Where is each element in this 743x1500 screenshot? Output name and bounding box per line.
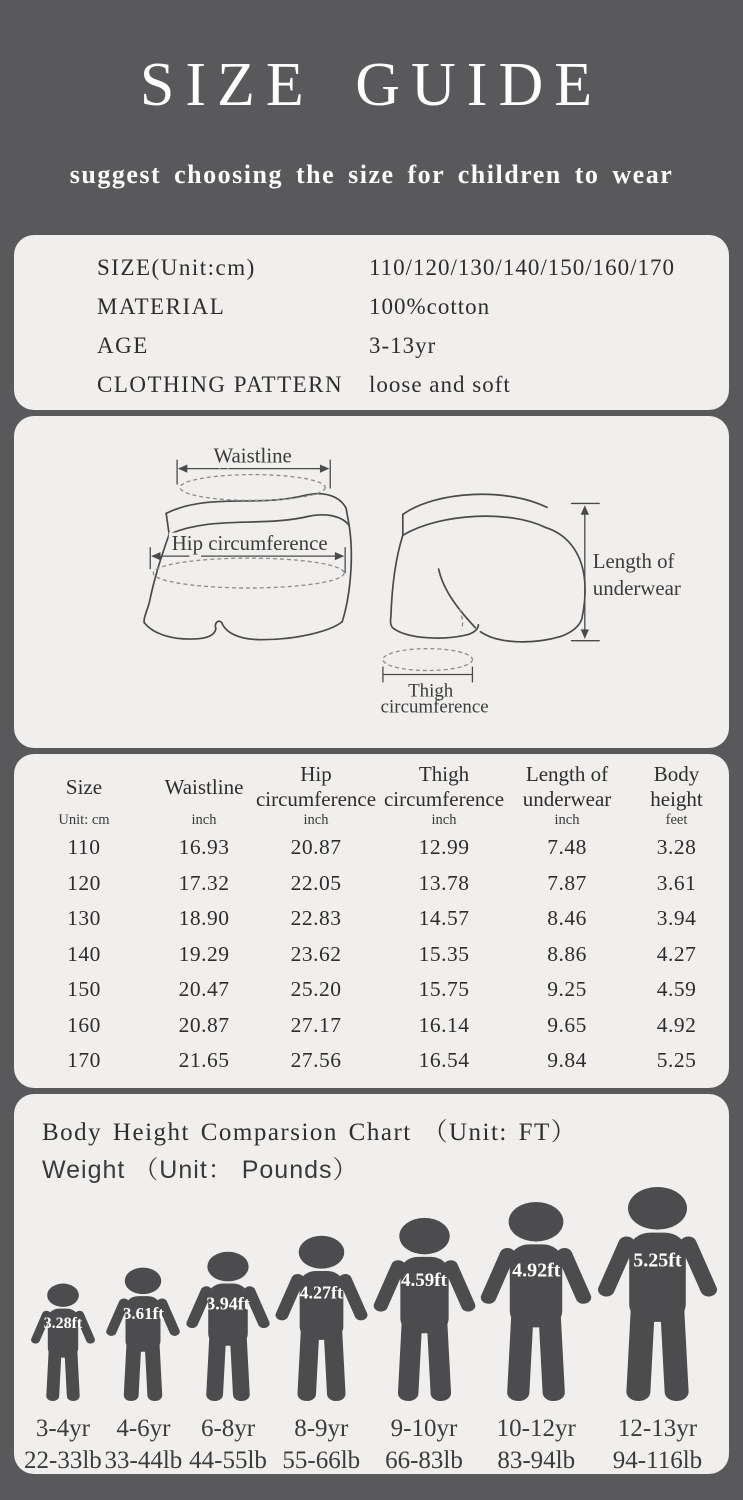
info-value: 100%cotton: [369, 293, 491, 319]
table-cell-waistline: 20.47: [178, 977, 230, 1002]
figure-age-label: 3-4yr: [35, 1415, 90, 1442]
person-icon: [30, 1283, 96, 1401]
figure-age-label: 12-13yr: [617, 1415, 698, 1442]
table-unit-cell: feet: [665, 811, 688, 828]
table-cell-size: 150: [67, 977, 101, 1002]
table-cell-length: 9.65: [547, 1012, 587, 1037]
info-row: [97, 248, 729, 287]
table-cell-hip: 27.17: [290, 1012, 342, 1037]
info-label: CLOTHING PATTERN: [97, 371, 344, 397]
length-of-underwear-label-line1: Length of: [592, 549, 675, 574]
figure-weight-label: 33-44lb: [104, 1447, 183, 1474]
size-table-card: [14, 754, 729, 1088]
figure-weight-label: 83-94lb: [497, 1447, 576, 1474]
figure-age-label: 4-6yr: [116, 1415, 171, 1442]
table-row: [14, 1043, 729, 1079]
figure-weight-label: 44-55lb: [189, 1447, 267, 1474]
figure-height-label: 4.59ft: [401, 1270, 447, 1292]
table-row: [14, 866, 729, 902]
table-unit-cell: inch: [191, 811, 217, 828]
table-cell-hip: 22.83: [290, 906, 342, 931]
table-header-cell: [384, 762, 504, 812]
table-cell-height: 4.59: [656, 977, 697, 1002]
person-icon: [185, 1251, 271, 1401]
figure-weight-label: 22-33lb: [24, 1447, 102, 1474]
info-value: 3-13yr: [369, 332, 437, 358]
table-cell-waistline: 21.65: [178, 1048, 230, 1073]
table-header-line1: Body: [653, 762, 700, 786]
table-row: [14, 937, 729, 973]
table-cell-length: 8.46: [547, 906, 587, 931]
page-title: SIZE GUIDE: [139, 51, 604, 119]
table-unit-cell: Unit: cm: [58, 811, 110, 828]
table-cell-length: 7.48: [547, 835, 587, 860]
chart-title: Body Height Comparsion Chart （Unit: FT）: [42, 1119, 578, 1146]
dimension-arrows: [150, 460, 599, 683]
table-header-line2: circumference: [255, 787, 377, 811]
table-cell-thigh: 15.35: [418, 941, 470, 966]
table-cell-size: 170: [67, 1048, 101, 1073]
header: [0, 0, 743, 190]
person-icon: [596, 1186, 719, 1401]
table-cell-size: 110: [67, 835, 101, 860]
figure-height-label: 3.28ft: [43, 1315, 83, 1333]
table-cell-thigh: 14.57: [418, 906, 470, 931]
table-header-row: [14, 762, 729, 810]
info-row: [97, 287, 729, 326]
table-body: [14, 830, 729, 1079]
table-header-line2: underwear: [522, 787, 612, 811]
figure-column: [274, 1235, 369, 1475]
figure-age-label: 8-9yr: [294, 1415, 349, 1442]
length-of-underwear-label-line2: underwear: [592, 575, 681, 600]
info-value: loose and soft: [369, 371, 511, 397]
figure-column: [479, 1201, 593, 1475]
table-cell-length: 8.86: [547, 941, 587, 966]
person-figure: [479, 1201, 593, 1401]
person-figure: [105, 1267, 181, 1401]
person-figure: [185, 1251, 271, 1401]
info-label: MATERIAL: [97, 293, 226, 319]
person-icon: [105, 1267, 181, 1401]
figure-weight-label: 55-66lb: [282, 1447, 361, 1474]
figure-column: [596, 1186, 719, 1475]
table-cell-length: 7.87: [547, 870, 587, 895]
person-figure: [30, 1283, 96, 1401]
shorts-back-outline: [391, 494, 586, 642]
table-header-cell: [256, 762, 376, 812]
waistline-label: Waistline: [213, 443, 292, 468]
height-chart-card: [14, 1094, 729, 1474]
table-cell-length: 9.84: [547, 1048, 587, 1073]
figure-column: [24, 1283, 102, 1475]
table-unit-cell: inch: [431, 811, 457, 828]
figures-row: [14, 1186, 729, 1475]
table-row: [14, 830, 729, 866]
table-cell-waistline: 17.32: [178, 870, 230, 895]
table-header-line2: height: [650, 787, 703, 811]
underwear-measurement-diagram: [14, 416, 729, 748]
table-cell-waistline: 20.87: [178, 1012, 230, 1037]
table-cell-hip: 20.87: [290, 835, 342, 860]
person-icon: [274, 1235, 369, 1401]
figure-age-label: 6-8yr: [200, 1415, 256, 1442]
table-cell-height: 5.25: [656, 1048, 697, 1073]
table-cell-size: 160: [67, 1012, 101, 1037]
table-cell-hip: 23.62: [290, 941, 342, 966]
table-units-row: [14, 810, 729, 830]
info-label: SIZE(Unit:cm): [97, 254, 256, 280]
figure-age-label: 10-12yr: [496, 1415, 576, 1442]
table-header-cell: [650, 762, 703, 812]
table-cell-height: 4.92: [656, 1012, 697, 1037]
info-row: [97, 365, 729, 404]
measurement-diagram-card: [14, 416, 729, 748]
table-cell-thigh: 12.99: [418, 835, 470, 860]
table-header-cell: [165, 775, 244, 800]
table-cell-height: 3.94: [656, 906, 697, 931]
thigh-circumference-label-line1: Thigh: [408, 680, 454, 702]
shorts-front-outline: [144, 494, 351, 640]
table-cell-size: 140: [67, 941, 101, 966]
table-cell-thigh: 16.54: [418, 1048, 470, 1073]
chart-subtitle: Weight （Unit： Pounds）: [42, 1156, 359, 1184]
figure-column: [372, 1217, 477, 1475]
table-cell-height: 3.61: [656, 870, 697, 895]
table-row: [14, 972, 729, 1008]
figure-column: [105, 1267, 183, 1475]
table-cell-length: 9.25: [547, 977, 587, 1002]
person-icon: [372, 1217, 477, 1401]
person-icon: [479, 1201, 593, 1401]
table-cell-waistline: 16.93: [178, 835, 230, 860]
person-figure: [372, 1217, 477, 1401]
table-header-cell: [523, 762, 612, 812]
table-header-line1: Length of: [525, 762, 609, 786]
person-figure: [274, 1235, 369, 1401]
product-info-card: [14, 235, 729, 410]
table-cell-height: 3.28: [656, 835, 697, 860]
figure-height-label: 5.25ft: [633, 1249, 682, 1272]
table-header-line1: Thigh: [418, 762, 470, 786]
table-row: [14, 901, 729, 937]
table-unit-cell: inch: [303, 811, 329, 828]
table-cell-waistline: 19.29: [178, 941, 230, 966]
table-cell-thigh: 13.78: [418, 870, 470, 895]
info-label: AGE: [97, 332, 149, 358]
person-figure: [596, 1186, 719, 1401]
table-header-line2: circumference: [383, 787, 505, 811]
figure-height-label: 4.27ft: [299, 1282, 344, 1303]
figure-age-label: 9-10yr: [390, 1415, 458, 1442]
table-cell-thigh: 15.75: [418, 977, 470, 1002]
table-cell-size: 120: [67, 870, 101, 895]
thigh-circumference-label-line2: circumference: [380, 696, 489, 718]
info-value: 110/120/130/140/150/160/170: [369, 254, 675, 280]
page-subtitle: suggest choosing the size for children to wear: [69, 160, 674, 189]
figure-height-label: 3.94ft: [206, 1293, 250, 1313]
table-cell-hip: 25.20: [290, 977, 342, 1002]
table-cell-height: 4.27: [656, 941, 697, 966]
figure-height-label: 4.92ft: [512, 1259, 561, 1282]
table-cell-size: 130: [67, 906, 101, 931]
figure-weight-label: 94-116lb: [612, 1447, 703, 1474]
table-cell-thigh: 16.14: [418, 1012, 470, 1037]
info-row: [97, 326, 729, 365]
table-row: [14, 1008, 729, 1044]
table-cell-waistline: 18.90: [178, 906, 230, 931]
table-header-cell: [66, 775, 102, 800]
figure-column: [185, 1251, 271, 1475]
table-unit-cell: inch: [554, 811, 580, 828]
table-cell-hip: 27.56: [290, 1048, 342, 1073]
table-header-line1: Size: [65, 774, 103, 799]
figure-height-label: 3.61ft: [122, 1303, 164, 1323]
table-header-line1: Waistline: [164, 774, 244, 799]
figure-weight-label: 66-83lb: [385, 1447, 463, 1474]
hip-circumference-label: Hip circumference: [171, 531, 328, 556]
table-header-line1: Hip: [300, 762, 332, 786]
table-cell-hip: 22.05: [290, 870, 342, 895]
